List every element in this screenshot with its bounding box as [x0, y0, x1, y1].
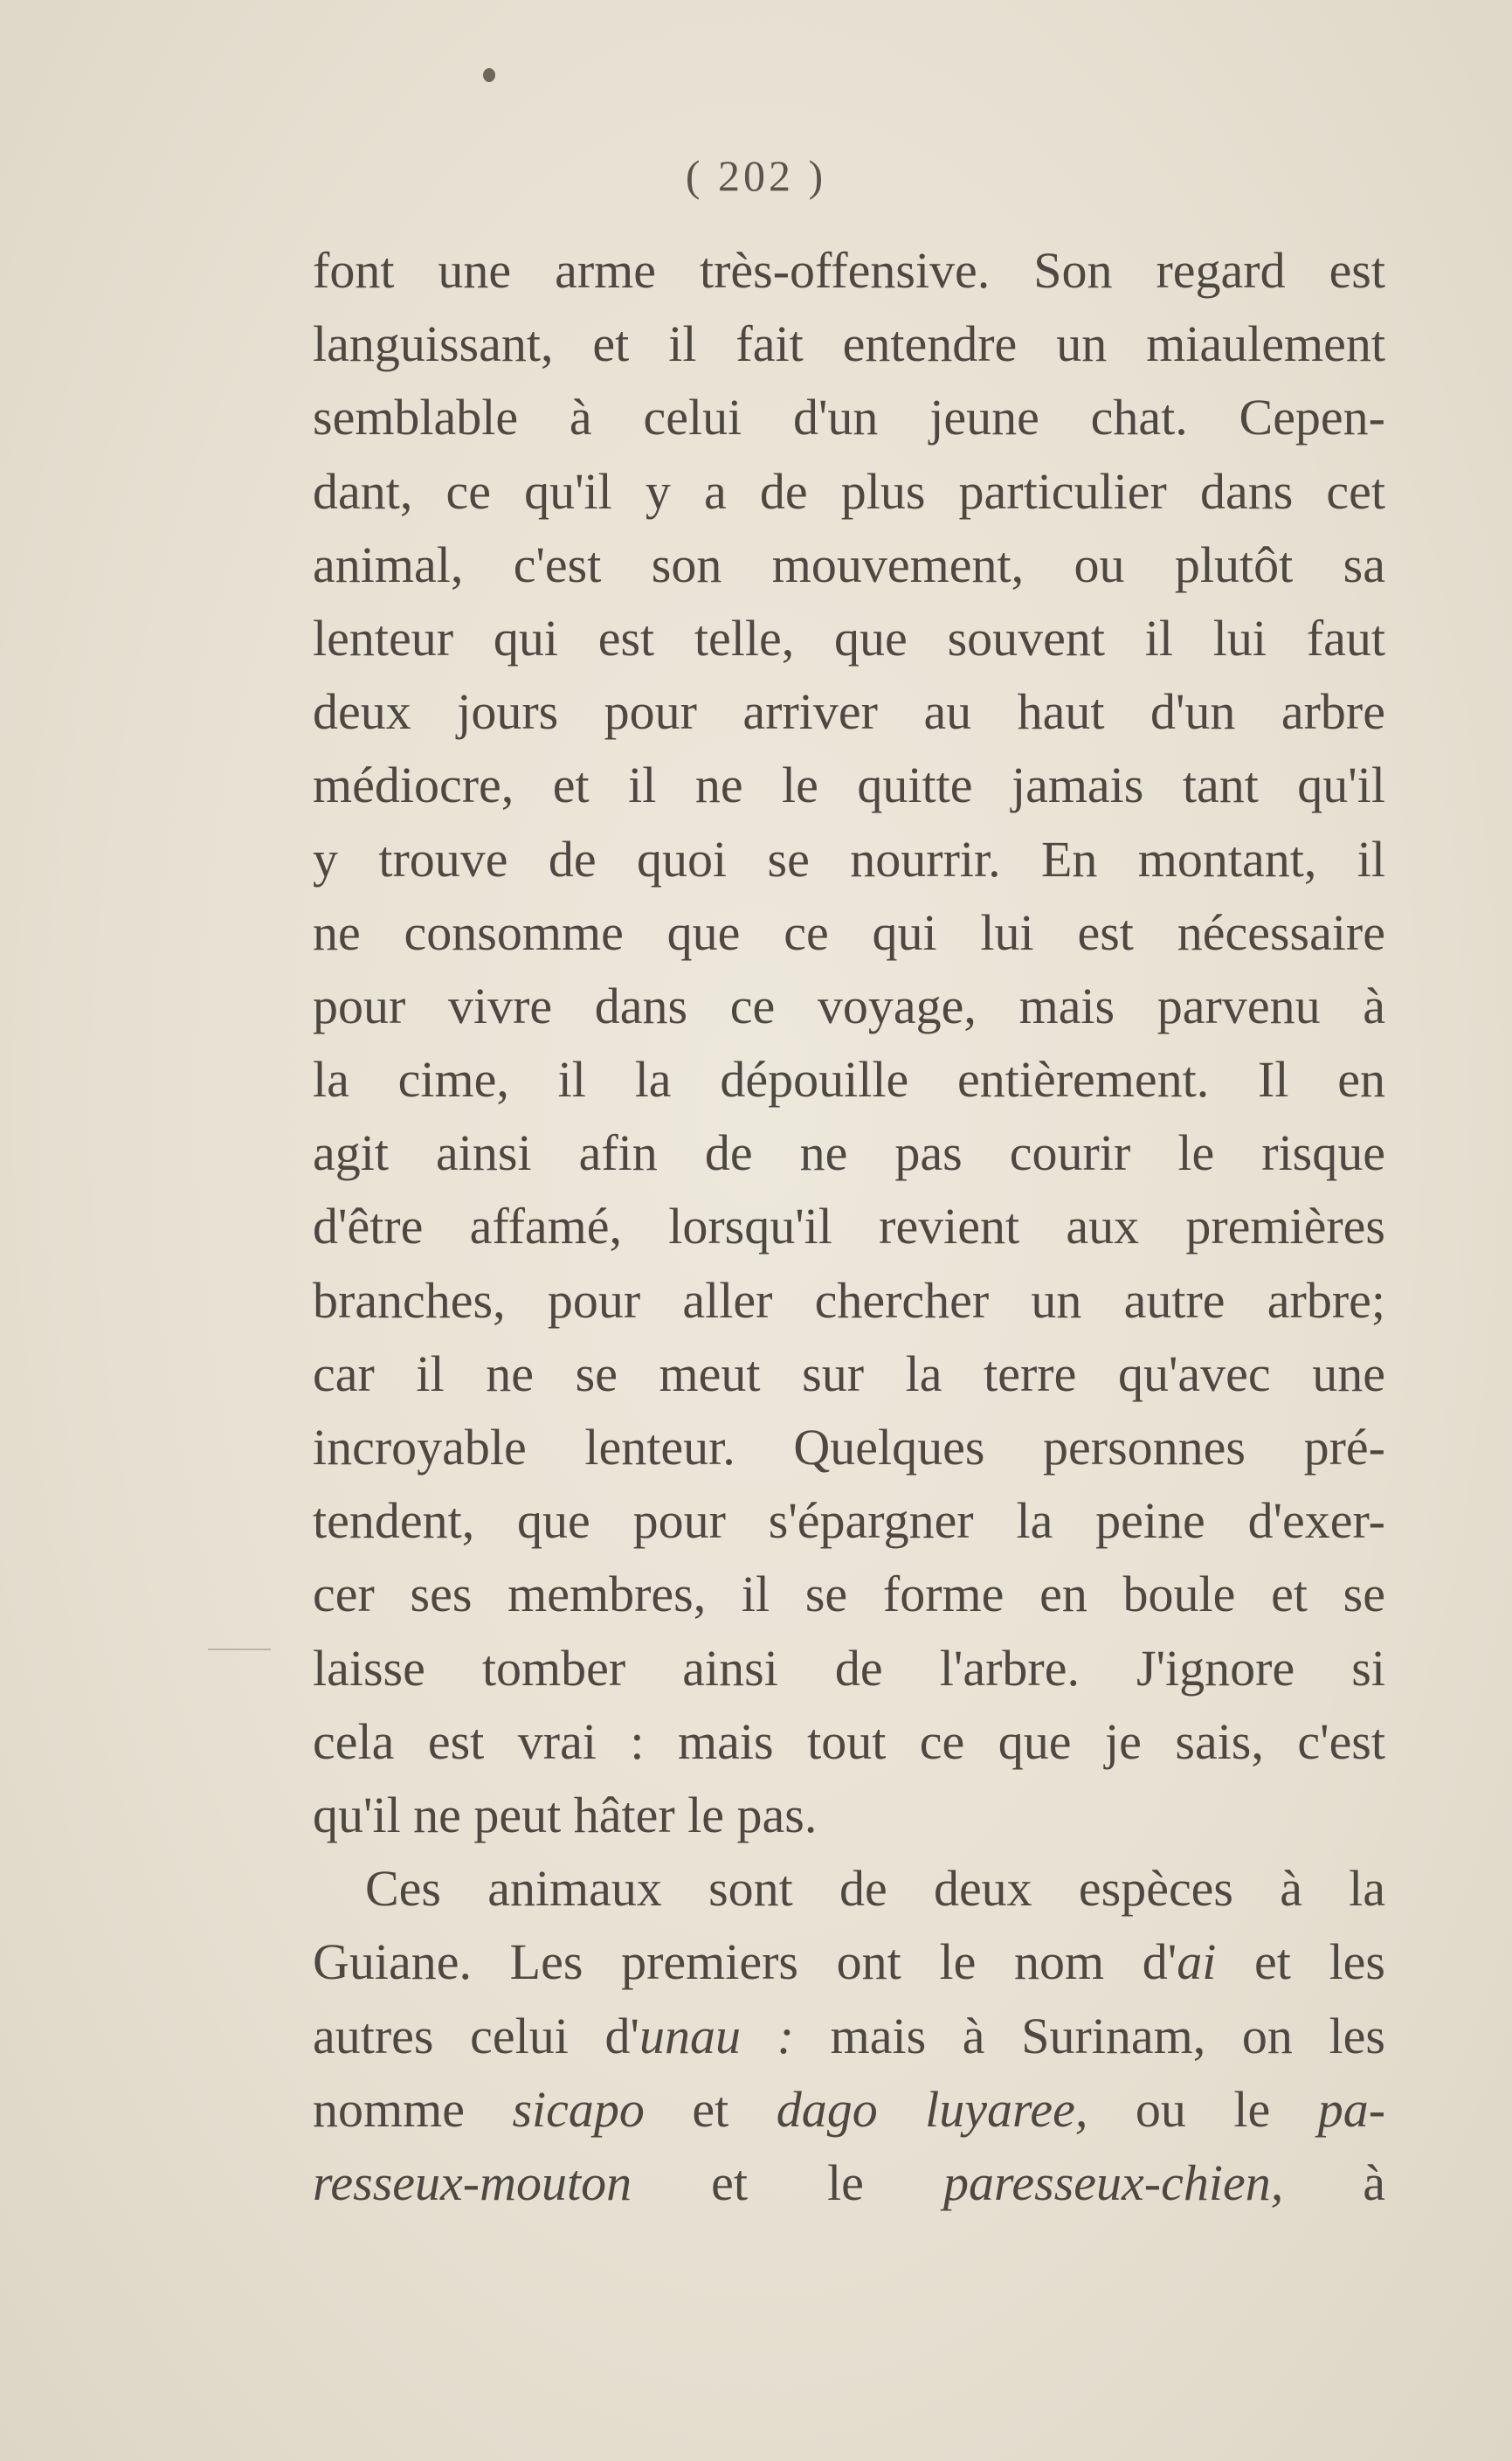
text-line: tendent, que pour s'épargner la peine d'exer-	[313, 1492, 1385, 1550]
text-line: animal, c'est son mouvement, ou plutôt sa	[313, 536, 1385, 593]
text-line: semblable à celui d'un jeune chat. Cepen-	[313, 389, 1385, 446]
ink-spot	[483, 68, 495, 82]
text-line: laisse tomber ainsi de l'arbre. J'ignore si	[313, 1639, 1385, 1697]
text-line: font une arme très-offensive. Son regard est	[313, 242, 1385, 299]
text-line: la cime, il la dépouille entièrement. Il en	[313, 1051, 1385, 1109]
paragraph-2-line: Ces animaux sont de deux espèces à la	[365, 1860, 1385, 1918]
paragraph-2-line: Guiane. Les premiers ont le nom d'ai et les	[313, 1933, 1385, 1991]
paragraph-2-line: resseux-mouton et le paresseux-chien, à	[313, 2153, 1385, 2211]
paragraph-2-line: nomme sicapo et dago luyaree, ou le pa-	[313, 2080, 1386, 2138]
text-line: cer ses membres, il se forme en boule et se	[313, 1566, 1385, 1623]
text-line: pour vivre dans ce voyage, mais parvenu à	[313, 977, 1385, 1034]
paragraph-2-line: autres celui d'unau : mais à Surinam, on les	[313, 2007, 1385, 2064]
margin-mark	[208, 1649, 271, 1650]
text-line: y trouve de quoi se nourrir. En montant, il	[313, 830, 1385, 888]
text-line: dant, ce qu'il y a de plus particulier dans cet	[313, 462, 1385, 520]
text-line: lenteur qui est telle, que souvent il lui faut	[313, 609, 1385, 667]
text-line: branches, pour aller chercher un autre arbre;	[313, 1271, 1385, 1329]
text-line: ne consomme que ce qui lui est nécessaire	[313, 903, 1385, 961]
page-number: ( 202 )	[685, 151, 827, 200]
text-line: qu'il ne peut hâter le pas.	[313, 1786, 818, 1843]
body-text	[313, 234, 1385, 2220]
text-line: d'être affamé, lorsqu'il revient aux premières	[313, 1198, 1385, 1255]
text-line: cela est vrai : mais tout ce que je sais, c'est	[313, 1712, 1385, 1770]
text-line: languissant, et il fait entendre un miaulement	[313, 315, 1385, 373]
text-line: agit ainsi afin de ne pas courir le risque	[313, 1124, 1385, 1182]
text-line: deux jours pour arriver au haut d'un arbre	[313, 683, 1385, 741]
text-line: médiocre, et il ne le quitte jamais tant qu'il	[313, 757, 1385, 814]
text-line: car il ne se meut sur la terre qu'avec une	[313, 1345, 1385, 1402]
text-line: incroyable lenteur. Quelques personnes pré-	[313, 1419, 1385, 1476]
